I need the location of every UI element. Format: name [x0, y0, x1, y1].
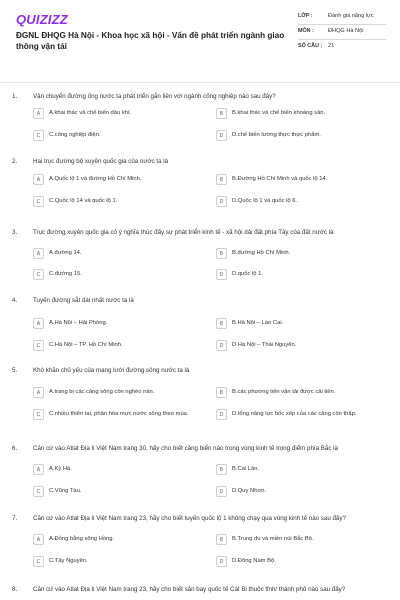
option-text: D.Đông Nam Bộ.: [232, 558, 276, 564]
worksheet-meta: [298, 10, 386, 54]
option-text: A.Hà Nội – Hải Phòng.: [49, 320, 108, 326]
question-text: Trục đường xuyên quốc gia có ý nghĩa thúc đẩy sự phát triển kinh tế - xã hội dải đất phía Tây của đất nước là: [33, 229, 334, 236]
option-letter-badge: C: [33, 340, 44, 351]
option-b[interactable]: [216, 464, 396, 475]
option-c[interactable]: [33, 409, 193, 420]
question-number: 8.: [12, 586, 18, 593]
option-letter-badge: C: [33, 269, 44, 280]
worksheet-title: ĐGNL ĐHQG Hà Nội - Khoa học xã hội - Vấn đề phát triển ngành giao thông vận tải: [16, 31, 285, 51]
option-c[interactable]: [33, 196, 193, 207]
meta-label: SỐ CÂU :: [298, 43, 323, 49]
option-letter-badge: B: [216, 318, 227, 329]
option-text: A.Đồng bằng sông Hồng.: [49, 536, 115, 542]
option-d[interactable]: [216, 196, 396, 207]
option-c[interactable]: [33, 340, 193, 351]
option-a[interactable]: [33, 387, 193, 398]
option-d[interactable]: [216, 269, 396, 280]
option-a[interactable]: [33, 534, 193, 545]
option-b[interactable]: [216, 387, 396, 398]
option-text: A.trang bị các cảng sông còn nghèo nàn.: [49, 389, 155, 395]
option-c[interactable]: [33, 130, 193, 141]
question-number: 1.: [12, 93, 18, 100]
option-letter-badge: D: [216, 130, 227, 141]
question-number: 7.: [12, 515, 18, 522]
option-text: D.quốc lộ 1.: [232, 271, 263, 277]
option-b[interactable]: [216, 174, 396, 185]
option-text: A.khai thác và chế biến dầu khí.: [49, 110, 132, 116]
option-text: C.Hà Nội – TP. Hồ Chí Minh.: [49, 342, 123, 348]
option-letter-badge: C: [33, 556, 44, 567]
option-d[interactable]: [216, 486, 396, 497]
option-text: C.đường 15.: [49, 271, 82, 277]
option-b[interactable]: [216, 248, 396, 259]
meta-value: ĐHQG Hà Nội: [328, 28, 364, 34]
option-text: D.Quốc lộ 1 và quốc lộ 6.: [232, 198, 298, 204]
option-c[interactable]: [33, 269, 193, 280]
header-divider: [0, 82, 400, 83]
option-text: B.Trung du và miền núi Bắc Bộ.: [232, 536, 314, 542]
option-a[interactable]: [33, 248, 193, 259]
option-letter-badge: B: [216, 387, 227, 398]
option-text: B.Hà Nội – Lào Cai.: [232, 320, 284, 326]
worksheet-header: [0, 0, 400, 80]
option-letter-badge: A: [33, 174, 44, 185]
option-a[interactable]: [33, 108, 193, 119]
question-number: 2.: [12, 158, 18, 165]
option-letter-badge: B: [216, 248, 227, 259]
option-a[interactable]: [33, 174, 193, 185]
option-letter-badge: D: [216, 486, 227, 497]
option-text: B.đường Hồ Chí Minh.: [232, 250, 291, 256]
option-text: D.tổng năng lực bốc xếp của các cảng còn thấp.: [232, 411, 357, 417]
option-c[interactable]: [33, 486, 193, 497]
option-d[interactable]: [216, 409, 396, 420]
option-letter-badge: D: [216, 269, 227, 280]
option-letter-badge: C: [33, 196, 44, 207]
question-number: 5.: [12, 367, 18, 374]
question-number: 6.: [12, 445, 18, 452]
option-letter-badge: A: [33, 108, 44, 119]
option-letter-badge: C: [33, 486, 44, 497]
option-b[interactable]: [216, 318, 396, 329]
option-letter-badge: A: [33, 387, 44, 398]
option-c[interactable]: [33, 556, 193, 567]
option-text: D.chế biến lương thực thực phẩm.: [232, 132, 321, 138]
option-letter-badge: D: [216, 196, 227, 207]
meta-value: 21: [328, 43, 335, 49]
option-text: C.nhiều thiên tai, phân hóa mực nước sông theo mùa.: [49, 411, 189, 417]
option-text: A.Quốc lộ 1 và đường Hồ Chí Minh.: [49, 176, 142, 182]
meta-value: Đánh giá năng lực: [328, 13, 374, 19]
option-text: C.công nghiệp điện.: [49, 132, 101, 138]
option-letter-badge: A: [33, 534, 44, 545]
option-text: D.Hà Nội – Thái Nguyên.: [232, 342, 297, 348]
option-text: B.các phương tiện vận tải được cải tiến.: [232, 389, 336, 395]
option-a[interactable]: [33, 464, 193, 475]
option-a[interactable]: [33, 318, 193, 329]
option-text: D.Quy Nhơn.: [232, 488, 267, 494]
option-text: C.Quốc lộ 14 và quốc lộ 1.: [49, 198, 118, 204]
option-text: A.Kỳ Hà.: [49, 466, 72, 472]
meta-label: LỚP :: [298, 13, 313, 19]
option-letter-badge: C: [33, 130, 44, 141]
meta-row-count: [298, 40, 386, 54]
option-letter-badge: A: [33, 318, 44, 329]
option-text: A.đường 14.: [49, 250, 82, 256]
option-letter-badge: D: [216, 556, 227, 567]
option-d[interactable]: [216, 340, 396, 351]
option-text: B.Cái Lân.: [232, 466, 260, 472]
option-d[interactable]: [216, 130, 396, 141]
question-text: Hai trục đường bộ xuyên quốc gia của nước ta là: [33, 158, 169, 165]
option-b[interactable]: [216, 534, 396, 545]
option-text: C.Tây Nguyên.: [49, 558, 88, 564]
option-letter-badge: C: [33, 409, 44, 420]
question-text: Khó khăn chủ yếu của mạng lưới đường sông nước ta là: [33, 367, 190, 374]
option-letter-badge: A: [33, 464, 44, 475]
meta-row-class: [298, 10, 386, 25]
meta-label: MÔN :: [298, 28, 314, 34]
meta-row-subject: [298, 25, 386, 40]
option-letter-badge: B: [216, 534, 227, 545]
question-text: Căn cứ vào Atlat Địa lí Việt Nam trang 23, hãy cho biết sân bay quốc tế Cát Bi thuộc tỉnh/ thành phố nào sau đây?: [33, 586, 346, 593]
option-letter-badge: A: [33, 248, 44, 259]
question-text: Tuyến đường sắt dài nhất nước ta là: [33, 297, 134, 304]
option-b[interactable]: [216, 108, 396, 119]
option-letter-badge: D: [216, 409, 227, 420]
option-letter-badge: D: [216, 340, 227, 351]
question-text: Căn cứ vào Atlat Địa lí Việt Nam trang 23, hãy cho biết tuyến quốc lộ 1 không chạy qua vùng kinh tế nào sau đây?: [33, 515, 346, 522]
option-letter-badge: B: [216, 174, 227, 185]
option-letter-badge: B: [216, 464, 227, 475]
option-d[interactable]: [216, 556, 396, 567]
option-letter-badge: B: [216, 108, 227, 119]
option-text: B.khai thác và chế biến khoáng sản.: [232, 110, 326, 116]
question-text: Vận chuyển đường ống nước ta phát triển gắn liền với ngành công nghiệp nào sau đây?: [33, 93, 276, 100]
question-number: 3.: [12, 229, 18, 236]
question-number: 4.: [12, 297, 18, 304]
option-text: B.Đường Hồ Chí Minh và quốc lộ 14.: [232, 176, 328, 182]
quizizz-logo: QUIZIZZ: [16, 12, 68, 27]
option-text: C.Vũng Tàu.: [49, 488, 82, 494]
question-text: Căn cứ vào Atlat Địa lí Việt Nam trang 30, hãy cho biết cảng biển nào trong vùng kinh tế trọng điểm phía Bắc là: [33, 445, 338, 452]
